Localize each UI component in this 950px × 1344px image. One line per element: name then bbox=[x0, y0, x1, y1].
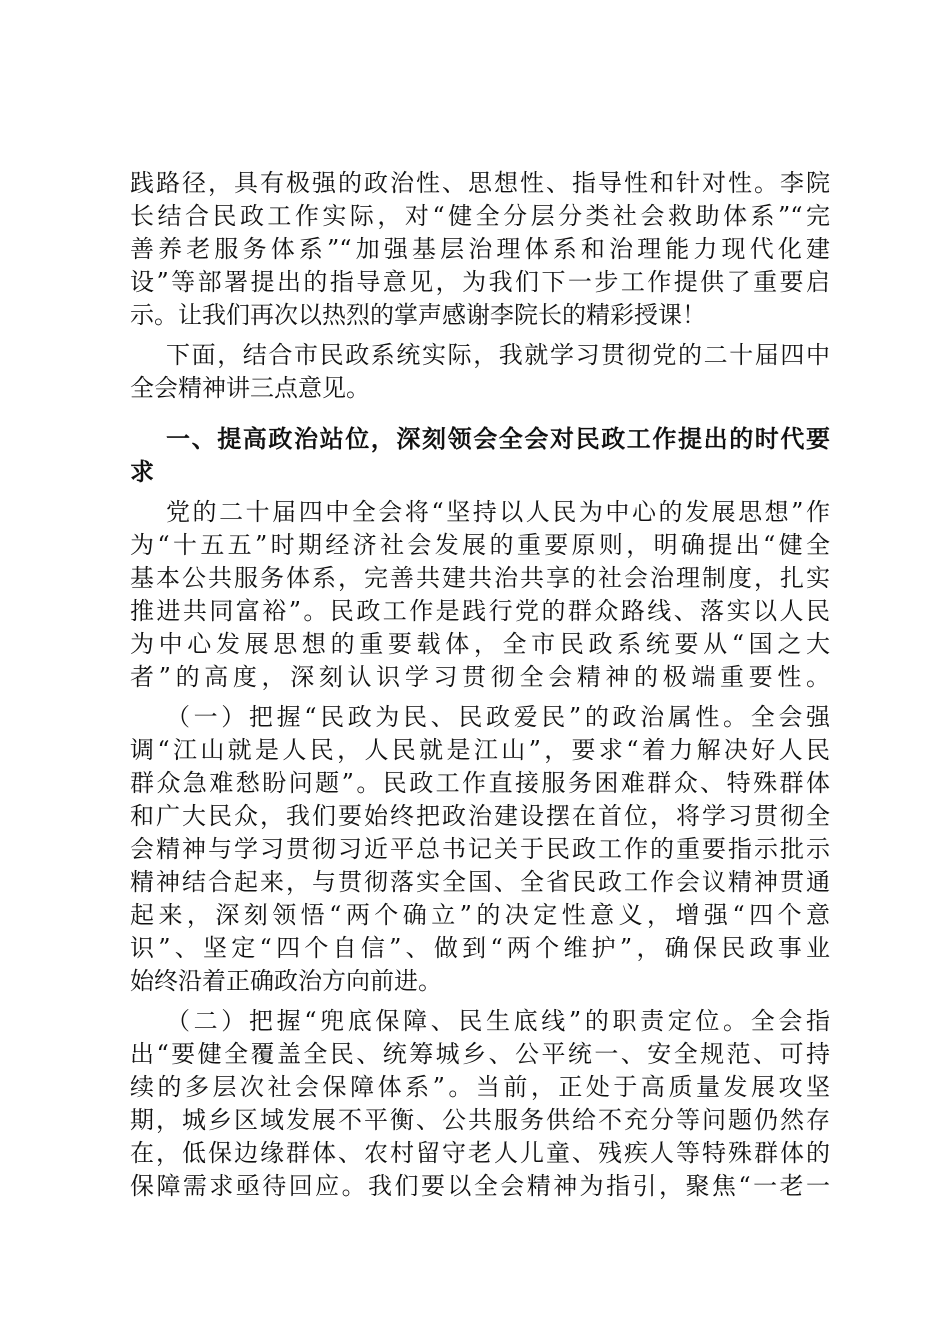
paragraph-line: 群众急难愁盼问题”。民政工作直接服务困难群众、特殊群体 bbox=[130, 769, 830, 797]
paragraph-line: 始终沿着正确政治方向前进。 bbox=[130, 967, 442, 995]
paragraph-line: 者”的高度，深刻认识学习贯彻全会精神的极端重要性。 bbox=[130, 663, 830, 691]
paragraph-line: 出“要健全覆盖全民、统筹城乡、公平统一、安全规范、可持 bbox=[130, 1040, 830, 1068]
paragraph-line: 为中心发展思想的重要载体，全市民政系统要从“国之大 bbox=[130, 630, 830, 658]
section-heading: 求 bbox=[130, 458, 154, 486]
paragraph-line: 设”等部署提出的指导意见，为我们下一步工作提供了重要启 bbox=[130, 268, 830, 296]
paragraph-line: 识”、坚定“四个自信”、做到“两个维护”，确保民政事业 bbox=[130, 934, 830, 962]
paragraph-line: 期，城乡区域发展不平衡、公共服务供给不充分等问题仍然存 bbox=[130, 1106, 830, 1134]
paragraph-line: （一）把握“民政为民、民政爱民”的政治属性。全会强 bbox=[166, 703, 830, 731]
paragraph-line: 起来，深刻领悟“两个确立”的决定性意义，增强“四个意 bbox=[130, 901, 830, 929]
paragraph-line: 善养老服务体系”“加强基层治理体系和治理能力现代化建 bbox=[130, 235, 830, 263]
paragraph-line: 示。让我们再次以热烈的掌声感谢李院长的精彩授课！ bbox=[130, 301, 706, 329]
paragraph-line: （二）把握“兜底保障、民生底线”的职责定位。全会指 bbox=[166, 1007, 830, 1035]
section-heading: 一、提高政治站位，深刻领会全会对民政工作提出的时代要 bbox=[166, 425, 830, 453]
paragraph-line: 和广大民众，我们要始终把政治建设摆在首位，将学习贯彻全 bbox=[130, 802, 830, 830]
paragraph-line: 基本公共服务体系，完善共建共治共享的社会治理制度，扎实 bbox=[130, 564, 830, 592]
paragraph-line: 保障需求亟待回应。我们要以全会精神为指引，聚焦“一老一 bbox=[130, 1172, 830, 1200]
paragraph-line: 下面，结合市民政系统实际，我就学习贯彻党的二十届四中 bbox=[166, 341, 830, 369]
paragraph-line: 践路径，具有极强的政治性、思想性、指导性和针对性。李院 bbox=[130, 169, 830, 197]
paragraph-line: 党的二十届四中全会将“坚持以人民为中心的发展思想”作 bbox=[166, 498, 830, 526]
paragraph-line: 为“十五五”时期经济社会发展的重要原则，明确提出“健全 bbox=[130, 531, 830, 559]
paragraph-line: 会精神与学习贯彻习近平总书记关于民政工作的重要指示批示 bbox=[130, 835, 830, 863]
paragraph-line: 全会精神讲三点意见。 bbox=[130, 374, 370, 402]
paragraph-line: 长结合民政工作实际，对“健全分层分类社会救助体系”“完 bbox=[130, 202, 830, 230]
paragraph-line: 精神结合起来，与贯彻落实全国、全省民政工作会议精神贯通 bbox=[130, 868, 830, 896]
paragraph-line: 续的多层次社会保障体系”。当前，正处于高质量发展攻坚 bbox=[130, 1073, 830, 1101]
paragraph-line: 调“江山就是人民，人民就是江山”，要求“着力解决好人民 bbox=[130, 736, 830, 764]
paragraph-line: 推进共同富裕”。民政工作是践行党的群众路线、落实以人民 bbox=[130, 597, 830, 625]
paragraph-line: 在，低保边缘群体、农村留守老人儿童、残疾人等特殊群体的 bbox=[130, 1139, 830, 1167]
